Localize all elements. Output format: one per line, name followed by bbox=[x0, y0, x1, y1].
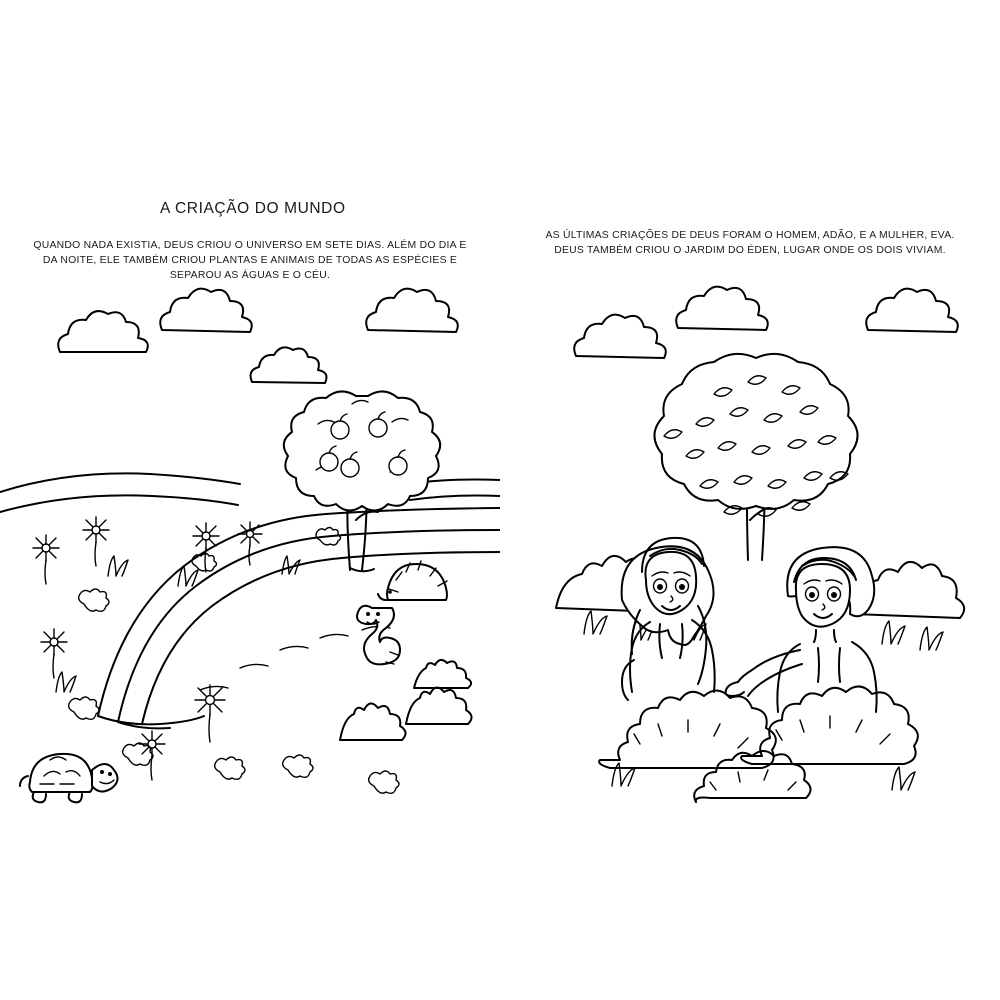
page-title: A CRIAÇÃO DO MUNDO bbox=[160, 200, 346, 217]
flower-cluster bbox=[69, 697, 99, 719]
cloud-icon bbox=[866, 289, 958, 332]
turtle bbox=[20, 754, 118, 802]
snake bbox=[357, 606, 400, 665]
eye bbox=[828, 587, 841, 601]
cloud-icon bbox=[251, 347, 327, 383]
grass-tuft bbox=[108, 556, 128, 576]
bush bbox=[406, 687, 472, 724]
flower bbox=[193, 523, 219, 572]
flower bbox=[195, 685, 225, 742]
bush bbox=[340, 703, 406, 740]
cloud-icon bbox=[160, 289, 252, 332]
grass-tuft bbox=[920, 627, 943, 650]
eye bbox=[654, 579, 667, 593]
grass-tuft bbox=[584, 611, 607, 634]
bush bbox=[414, 660, 471, 688]
cloud-icon bbox=[58, 311, 148, 352]
cloud-icon bbox=[676, 287, 768, 330]
flower bbox=[41, 629, 67, 678]
eve-figure bbox=[622, 538, 715, 700]
right-page-paragraph: AS ÚLTIMAS CRIAÇÕES DE DEUS FORAM O HOMEM, ADÃO, E A MULHER, EVA. DEUS TAMBÉM CRIOU O JARDIM DO ÉDEN, LUGAR ONDE OS DOIS VIVIAM. bbox=[545, 230, 955, 257]
grass-tuft bbox=[892, 767, 915, 790]
flower-cluster bbox=[79, 589, 109, 611]
bush bbox=[694, 751, 810, 802]
grass-tuft bbox=[612, 763, 635, 786]
flower bbox=[83, 517, 109, 566]
flower-cluster bbox=[215, 757, 245, 779]
flower bbox=[33, 535, 59, 584]
flower-cluster bbox=[123, 743, 153, 765]
eye bbox=[806, 587, 819, 601]
flower-cluster bbox=[192, 554, 217, 572]
flower-cluster bbox=[369, 771, 399, 793]
cloud-icon bbox=[574, 315, 666, 358]
cloud-icon bbox=[366, 289, 458, 332]
flower-cluster bbox=[283, 755, 313, 777]
leafy-tree bbox=[654, 354, 857, 560]
apple-tree bbox=[284, 391, 440, 571]
adam-and-eve-illustration bbox=[500, 0, 1000, 1000]
grass-tuft bbox=[56, 672, 76, 692]
grass-tuft bbox=[282, 556, 300, 574]
grass-tuft bbox=[882, 621, 905, 644]
hedgehog bbox=[378, 561, 447, 600]
right-page bbox=[500, 0, 1000, 1000]
eye bbox=[676, 579, 689, 593]
left-page-paragraph: QUANDO NADA EXISTIA, DEUS CRIOU O UNIVERSO EM SETE DIAS. ALÉM DO DIA E DA NOITE, ELE TAMBÉM CRIOU PLANTAS E ANIMAIS DE TODAS AS ESPÉCIES E SEPAROU AS ÁGUAS E O CÉU. bbox=[33, 240, 467, 282]
flower bbox=[139, 731, 165, 780]
